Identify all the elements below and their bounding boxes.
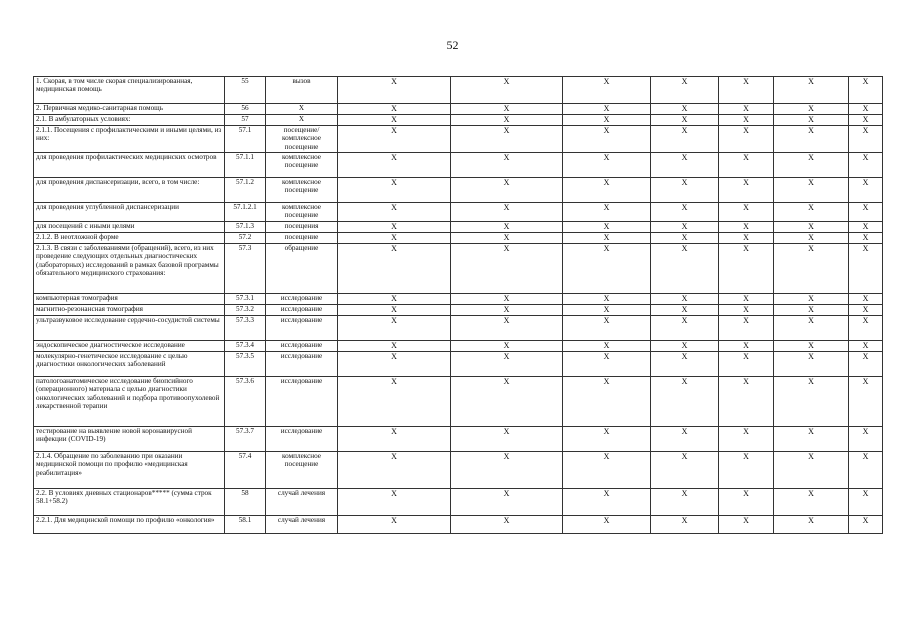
x-mark-cell: X [774, 305, 849, 316]
x-mark-cell: X [451, 126, 563, 153]
x-mark-cell: X [338, 377, 451, 427]
row-name-cell: эндоскопическое диагностическое исследование [34, 341, 225, 352]
x-mark-cell: X [651, 104, 719, 115]
row-code-cell: 57.3.5 [225, 352, 266, 377]
row-name-cell: ультразвуковое исследование сердечно-сосудистой системы [34, 316, 225, 341]
x-mark-cell: X [651, 305, 719, 316]
x-mark-cell: X [774, 222, 849, 233]
x-mark-cell: X [651, 352, 719, 377]
row-unit-cell: комплексное посещение [266, 203, 338, 222]
x-mark-cell: X [849, 305, 883, 316]
x-mark-cell: X [774, 244, 849, 294]
x-mark-cell: X [338, 77, 451, 104]
row-name-cell: патологоанатомическое исследование биопсийного (операционного) материала с целью диагностики онкологических заболеваний и подбора противоопухолевой лекарственной терапии [34, 377, 225, 427]
x-mark-cell: X [774, 77, 849, 104]
x-mark-cell: X [338, 126, 451, 153]
row-unit-cell: вызов [266, 77, 338, 104]
table-row [34, 377, 883, 427]
x-mark-cell: X [563, 203, 651, 222]
x-mark-cell: X [849, 222, 883, 233]
row-unit-cell: посещения [266, 222, 338, 233]
x-mark-cell: X [338, 516, 451, 534]
x-mark-cell: X [451, 178, 563, 203]
row-name-cell: для проведения диспансеризации, всего, в том числе: [34, 178, 225, 203]
table-row [34, 452, 883, 489]
row-code-cell: 57.3.4 [225, 341, 266, 352]
row-unit-cell: посещение/ комплексное посещение [266, 126, 338, 153]
x-mark-cell: X [774, 203, 849, 222]
table-row [34, 115, 883, 126]
x-mark-cell: X [651, 153, 719, 178]
table-row [34, 341, 883, 352]
row-name-cell: 2.1.3. В связи с заболеваниями (обращений), всего, из них проведение следующих отдельных диагностических (лабораторных) исследований в рамках базовой программы обязательного медицинского страхования: [34, 244, 225, 294]
x-mark-cell: X [849, 377, 883, 427]
x-mark-cell: X [719, 77, 774, 104]
x-mark-cell: X [338, 203, 451, 222]
row-unit-cell: исследование [266, 341, 338, 352]
row-unit-cell: исследование [266, 294, 338, 305]
x-mark-cell: X [774, 178, 849, 203]
x-mark-cell: X [451, 427, 563, 452]
x-mark-cell: X [719, 244, 774, 294]
row-unit-cell: исследование [266, 305, 338, 316]
row-code-cell: 57.3.2 [225, 305, 266, 316]
x-mark-cell: X [849, 178, 883, 203]
row-code-cell: 57.1.2.1 [225, 203, 266, 222]
row-name-cell: 2.2. В условиях дневных стационаров***** (сумма строк 58.1+58.2) [34, 489, 225, 516]
x-mark-cell: X [563, 305, 651, 316]
x-mark-cell: X [651, 316, 719, 341]
row-name-cell: магнитно-резонансная томография [34, 305, 225, 316]
x-mark-cell: X [774, 489, 849, 516]
x-mark-cell: X [451, 377, 563, 427]
row-code-cell: 57.3.7 [225, 427, 266, 452]
x-mark-cell: X [719, 233, 774, 244]
x-mark-cell: X [338, 153, 451, 178]
x-mark-cell: X [849, 126, 883, 153]
x-mark-cell: X [338, 294, 451, 305]
x-mark-cell: X [563, 427, 651, 452]
x-mark-cell: X [719, 305, 774, 316]
x-mark-cell: X [651, 489, 719, 516]
x-mark-cell: X [719, 115, 774, 126]
x-mark-cell: X [338, 222, 451, 233]
x-mark-cell: X [451, 316, 563, 341]
x-mark-cell: X [563, 452, 651, 489]
x-mark-cell: X [849, 77, 883, 104]
table-row [34, 427, 883, 452]
x-mark-cell: X [774, 153, 849, 178]
row-name-cell: 2.1.2. В неотложной форме [34, 233, 225, 244]
x-mark-cell: X [719, 126, 774, 153]
row-name-cell: 2.1.1. Посещения с профилактическими и иными целями, из них: [34, 126, 225, 153]
table-row [34, 153, 883, 178]
row-code-cell: 57.1.2 [225, 178, 266, 203]
table-row [34, 294, 883, 305]
row-unit-cell: обращение [266, 244, 338, 294]
x-mark-cell: X [451, 233, 563, 244]
row-unit-cell: посещение [266, 233, 338, 244]
x-mark-cell: X [774, 316, 849, 341]
row-code-cell: 57.1.1 [225, 153, 266, 178]
row-code-cell: 57.3.3 [225, 316, 266, 341]
table-row [34, 77, 883, 104]
row-code-cell: 57.3.6 [225, 377, 266, 427]
row-name-cell: 2.1.4. Обращение по заболеванию при оказании медицинской помощи по профилю «медицинская реабилитация» [34, 452, 225, 489]
table-row [34, 233, 883, 244]
x-mark-cell: X [849, 153, 883, 178]
x-mark-cell: X [563, 341, 651, 352]
x-mark-cell: X [651, 77, 719, 104]
x-mark-cell: X [451, 203, 563, 222]
x-mark-cell: X [774, 516, 849, 534]
x-mark-cell: X [338, 489, 451, 516]
table-row [34, 305, 883, 316]
x-mark-cell: X [338, 352, 451, 377]
table-row [34, 352, 883, 377]
row-code-cell: 58.1 [225, 516, 266, 534]
x-mark-cell: X [451, 244, 563, 294]
page-number: 52 [446, 38, 459, 52]
x-mark-cell: X [719, 153, 774, 178]
x-mark-cell: X [719, 427, 774, 452]
row-name-cell: молекулярно-генетическое исследование с целью диагностики онкологических заболеваний [34, 352, 225, 377]
x-mark-cell: X [719, 489, 774, 516]
x-mark-cell: X [451, 77, 563, 104]
x-mark-cell: X [338, 115, 451, 126]
x-mark-cell: X [338, 233, 451, 244]
row-code-cell: 57.3 [225, 244, 266, 294]
x-mark-cell: X [774, 104, 849, 115]
table-row [34, 222, 883, 233]
x-mark-cell: X [719, 516, 774, 534]
x-mark-cell: X [719, 294, 774, 305]
x-mark-cell: X [451, 305, 563, 316]
x-mark-cell: X [563, 126, 651, 153]
x-mark-cell: X [451, 516, 563, 534]
x-mark-cell: X [338, 341, 451, 352]
x-mark-cell: X [451, 294, 563, 305]
row-code-cell: 58 [225, 489, 266, 516]
x-mark-cell: X [451, 153, 563, 178]
row-code-cell: 57.2 [225, 233, 266, 244]
x-mark-cell: X [774, 377, 849, 427]
x-mark-cell: X [451, 341, 563, 352]
row-unit-cell: исследование [266, 352, 338, 377]
x-mark-cell: X [651, 427, 719, 452]
x-mark-cell: X [849, 352, 883, 377]
x-mark-cell: X [563, 489, 651, 516]
table-row [34, 489, 883, 516]
row-code-cell: 57.1 [225, 126, 266, 153]
table-row [34, 126, 883, 153]
row-unit-cell: X [266, 104, 338, 115]
row-name-cell: 2. Первичная медико-санитарная помощь [34, 104, 225, 115]
row-unit-cell: комплексное посещение [266, 178, 338, 203]
table-row [34, 244, 883, 294]
x-mark-cell: X [849, 427, 883, 452]
x-mark-cell: X [719, 316, 774, 341]
x-mark-cell: X [451, 104, 563, 115]
x-mark-cell: X [563, 77, 651, 104]
x-mark-cell: X [719, 104, 774, 115]
x-mark-cell: X [849, 341, 883, 352]
row-unit-cell: исследование [266, 377, 338, 427]
x-mark-cell: X [338, 452, 451, 489]
row-code-cell: 57 [225, 115, 266, 126]
row-unit-cell: комплексное посещение [266, 153, 338, 178]
x-mark-cell: X [651, 115, 719, 126]
row-code-cell: 57.4 [225, 452, 266, 489]
x-mark-cell: X [719, 377, 774, 427]
x-mark-cell: X [451, 452, 563, 489]
x-mark-cell: X [451, 115, 563, 126]
x-mark-cell: X [849, 233, 883, 244]
x-mark-cell: X [563, 352, 651, 377]
row-name-cell: 2.2.1. Для медицинской помощи по профилю «онкология» [34, 516, 225, 534]
x-mark-cell: X [651, 126, 719, 153]
row-unit-cell: X [266, 115, 338, 126]
x-mark-cell: X [651, 341, 719, 352]
x-mark-cell: X [849, 316, 883, 341]
row-name-cell: для проведения углубленной диспансеризации [34, 203, 225, 222]
x-mark-cell: X [849, 104, 883, 115]
row-unit-cell: случай лечения [266, 489, 338, 516]
row-name-cell: компьютерная томография [34, 294, 225, 305]
row-code-cell: 57.1.3 [225, 222, 266, 233]
table-row [34, 178, 883, 203]
row-code-cell: 55 [225, 77, 266, 104]
x-mark-cell: X [451, 222, 563, 233]
x-mark-cell: X [651, 244, 719, 294]
x-mark-cell: X [563, 294, 651, 305]
x-mark-cell: X [849, 294, 883, 305]
x-mark-cell: X [849, 115, 883, 126]
x-mark-cell: X [338, 305, 451, 316]
x-mark-cell: X [563, 115, 651, 126]
x-mark-cell: X [719, 203, 774, 222]
row-name-cell: 2.1. В амбулаторных условиях: [34, 115, 225, 126]
x-mark-cell: X [774, 341, 849, 352]
x-mark-cell: X [651, 233, 719, 244]
table-row [34, 203, 883, 222]
x-mark-cell: X [774, 352, 849, 377]
row-unit-cell: исследование [266, 316, 338, 341]
x-mark-cell: X [774, 233, 849, 244]
x-mark-cell: X [719, 222, 774, 233]
x-mark-cell: X [563, 316, 651, 341]
table-row [34, 316, 883, 341]
x-mark-cell: X [774, 452, 849, 489]
x-mark-cell: X [563, 222, 651, 233]
x-mark-cell: X [563, 244, 651, 294]
x-mark-cell: X [719, 178, 774, 203]
x-mark-cell: X [338, 427, 451, 452]
x-mark-cell: X [719, 352, 774, 377]
row-name-cell: для проведения профилактических медицинских осмотров [34, 153, 225, 178]
row-name-cell: 1. Скорая, в том числе скорая специализированная, медицинская помощь [34, 77, 225, 104]
x-mark-cell: X [719, 341, 774, 352]
x-mark-cell: X [719, 452, 774, 489]
x-mark-cell: X [849, 244, 883, 294]
x-mark-cell: X [451, 489, 563, 516]
x-mark-cell: X [563, 104, 651, 115]
table-row [34, 516, 883, 534]
row-unit-cell: случай лечения [266, 516, 338, 534]
row-unit-cell: комплексное посещение [266, 452, 338, 489]
x-mark-cell: X [651, 222, 719, 233]
x-mark-cell: X [338, 316, 451, 341]
row-unit-cell: исследование [266, 427, 338, 452]
x-mark-cell: X [774, 115, 849, 126]
x-mark-cell: X [651, 178, 719, 203]
x-mark-cell: X [651, 516, 719, 534]
x-mark-cell: X [774, 294, 849, 305]
x-mark-cell: X [774, 126, 849, 153]
x-mark-cell: X [338, 178, 451, 203]
x-mark-cell: X [651, 294, 719, 305]
x-mark-cell: X [849, 452, 883, 489]
x-mark-cell: X [651, 377, 719, 427]
x-mark-cell: X [849, 203, 883, 222]
data-table [33, 76, 883, 534]
x-mark-cell: X [651, 203, 719, 222]
x-mark-cell: X [563, 377, 651, 427]
x-mark-cell: X [563, 153, 651, 178]
x-mark-cell: X [563, 178, 651, 203]
x-mark-cell: X [338, 244, 451, 294]
row-code-cell: 57.3.1 [225, 294, 266, 305]
x-mark-cell: X [338, 104, 451, 115]
row-name-cell: для посещений с иными целями [34, 222, 225, 233]
x-mark-cell: X [849, 489, 883, 516]
table-row [34, 104, 883, 115]
x-mark-cell: X [651, 452, 719, 489]
x-mark-cell: X [774, 427, 849, 452]
x-mark-cell: X [451, 352, 563, 377]
x-mark-cell: X [563, 233, 651, 244]
row-code-cell: 56 [225, 104, 266, 115]
x-mark-cell: X [563, 516, 651, 534]
x-mark-cell: X [849, 516, 883, 534]
row-name-cell: тестирование на выявление новой коронавирусной инфекции (COVID-19) [34, 427, 225, 452]
